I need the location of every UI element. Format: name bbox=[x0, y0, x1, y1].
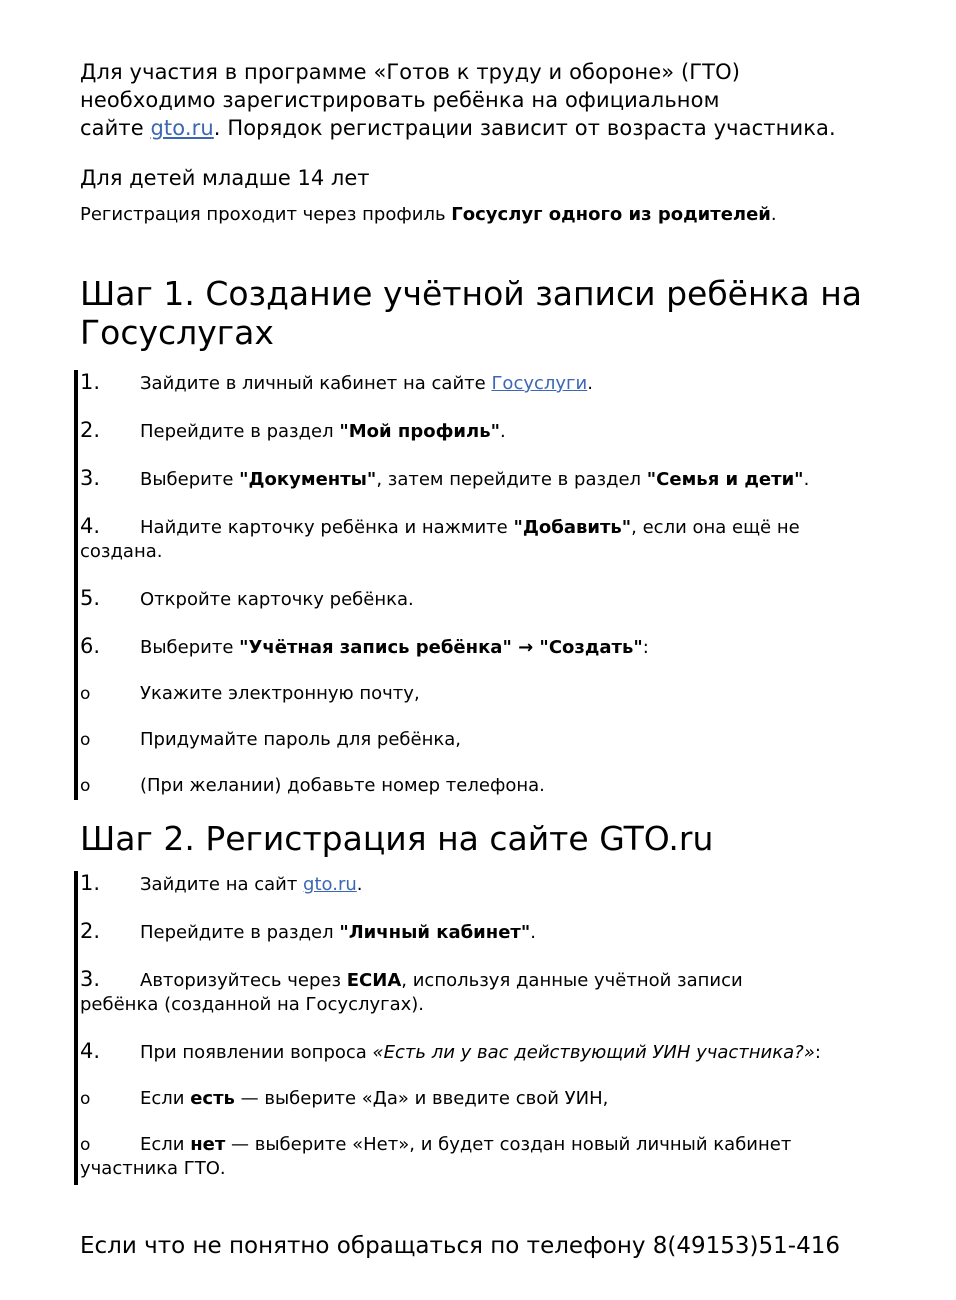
list-item: 3. Авторизуйтесь через ЕСИА, используя данные учётной записи ребёнка (созданной на Госуслугах). bbox=[80, 967, 743, 1015]
list-item: 5. Откройте карточку ребёнка. bbox=[80, 586, 414, 610]
gto-site-link[interactable]: gto.ru bbox=[303, 874, 357, 895]
list-item: 1. Зайдите на сайт gto.ru. bbox=[80, 871, 363, 895]
circle-bullet-icon: o bbox=[80, 1089, 91, 1109]
circle-bullet-icon: o bbox=[80, 1135, 91, 1155]
sub-list-item: o Придумайте пароль для ребёнка, bbox=[80, 729, 461, 750]
intro-line-3-post: . Порядок регистрации зависит от возраста участника. bbox=[213, 116, 836, 140]
list-item: 2. Перейдите в раздел "Мой профиль". bbox=[80, 418, 506, 442]
registration-note-bold: Госуслуг одного из родителей bbox=[451, 204, 771, 225]
document-page bbox=[80, 58, 930, 1261]
sub-list-item: o Если есть — выберите «Да» и введите свой УИН, bbox=[80, 1088, 609, 1109]
sub-list-item: o (При желании) добавьте номер телефона. bbox=[80, 775, 545, 796]
intro-line-2: необходимо зарегистрировать ребёнка на официальном bbox=[80, 88, 720, 112]
sub-list-item: o Укажите электронную почту, bbox=[80, 683, 420, 704]
step1-list bbox=[74, 370, 930, 800]
list-item: 2. Перейдите в раздел "Личный кабинет". bbox=[80, 919, 536, 943]
list-item: 4. При появлении вопроса «Есть ли у вас действующий УИН участника?»: bbox=[80, 1039, 821, 1063]
step1-heading: Шаг 1. Создание учётной записи ребёнка на Госуслугах bbox=[80, 274, 862, 352]
list-item: 1. Зайдите в личный кабинет на сайте Госуслуги. bbox=[80, 370, 593, 394]
step2-heading: Шаг 2. Регистрация на сайте GTO.ru bbox=[80, 819, 714, 858]
step2-list bbox=[74, 871, 930, 1185]
list-item: 4. Найдите карточку ребёнка и нажмите "Добавить", если она ещё не создана. bbox=[80, 514, 800, 562]
intro-line-1: Для участия в программе «Готов к труду и обороне» (ГТО) bbox=[80, 60, 741, 84]
circle-bullet-icon: o bbox=[80, 776, 91, 796]
circle-bullet-icon: o bbox=[80, 730, 91, 750]
intro-paragraph bbox=[80, 58, 930, 142]
gosuslugi-link[interactable]: Госуслуги bbox=[491, 373, 588, 394]
gto-link[interactable]: gto.ru bbox=[150, 116, 214, 140]
intro-line-3-pre: сайте bbox=[80, 116, 151, 140]
contact-footer: Если что не понятно обращаться по телефону 8(49153)51-416 bbox=[80, 1233, 840, 1259]
list-item: 3. Выберите "Документы", затем перейдите в раздел "Семья и дети". bbox=[80, 466, 810, 490]
list-item: 6. Выберите "Учётная запись ребёнка" → "Создать": bbox=[80, 634, 649, 658]
registration-note: Регистрация проходит через профиль Госуслуг одного из родителей. bbox=[80, 204, 777, 225]
circle-bullet-icon: o bbox=[80, 684, 91, 704]
under14-heading: Для детей младше 14 лет bbox=[80, 166, 370, 190]
sub-list-item: o Если нет — выберите «Нет», и будет создан новый личный кабинет участника ГТО. bbox=[80, 1134, 792, 1179]
